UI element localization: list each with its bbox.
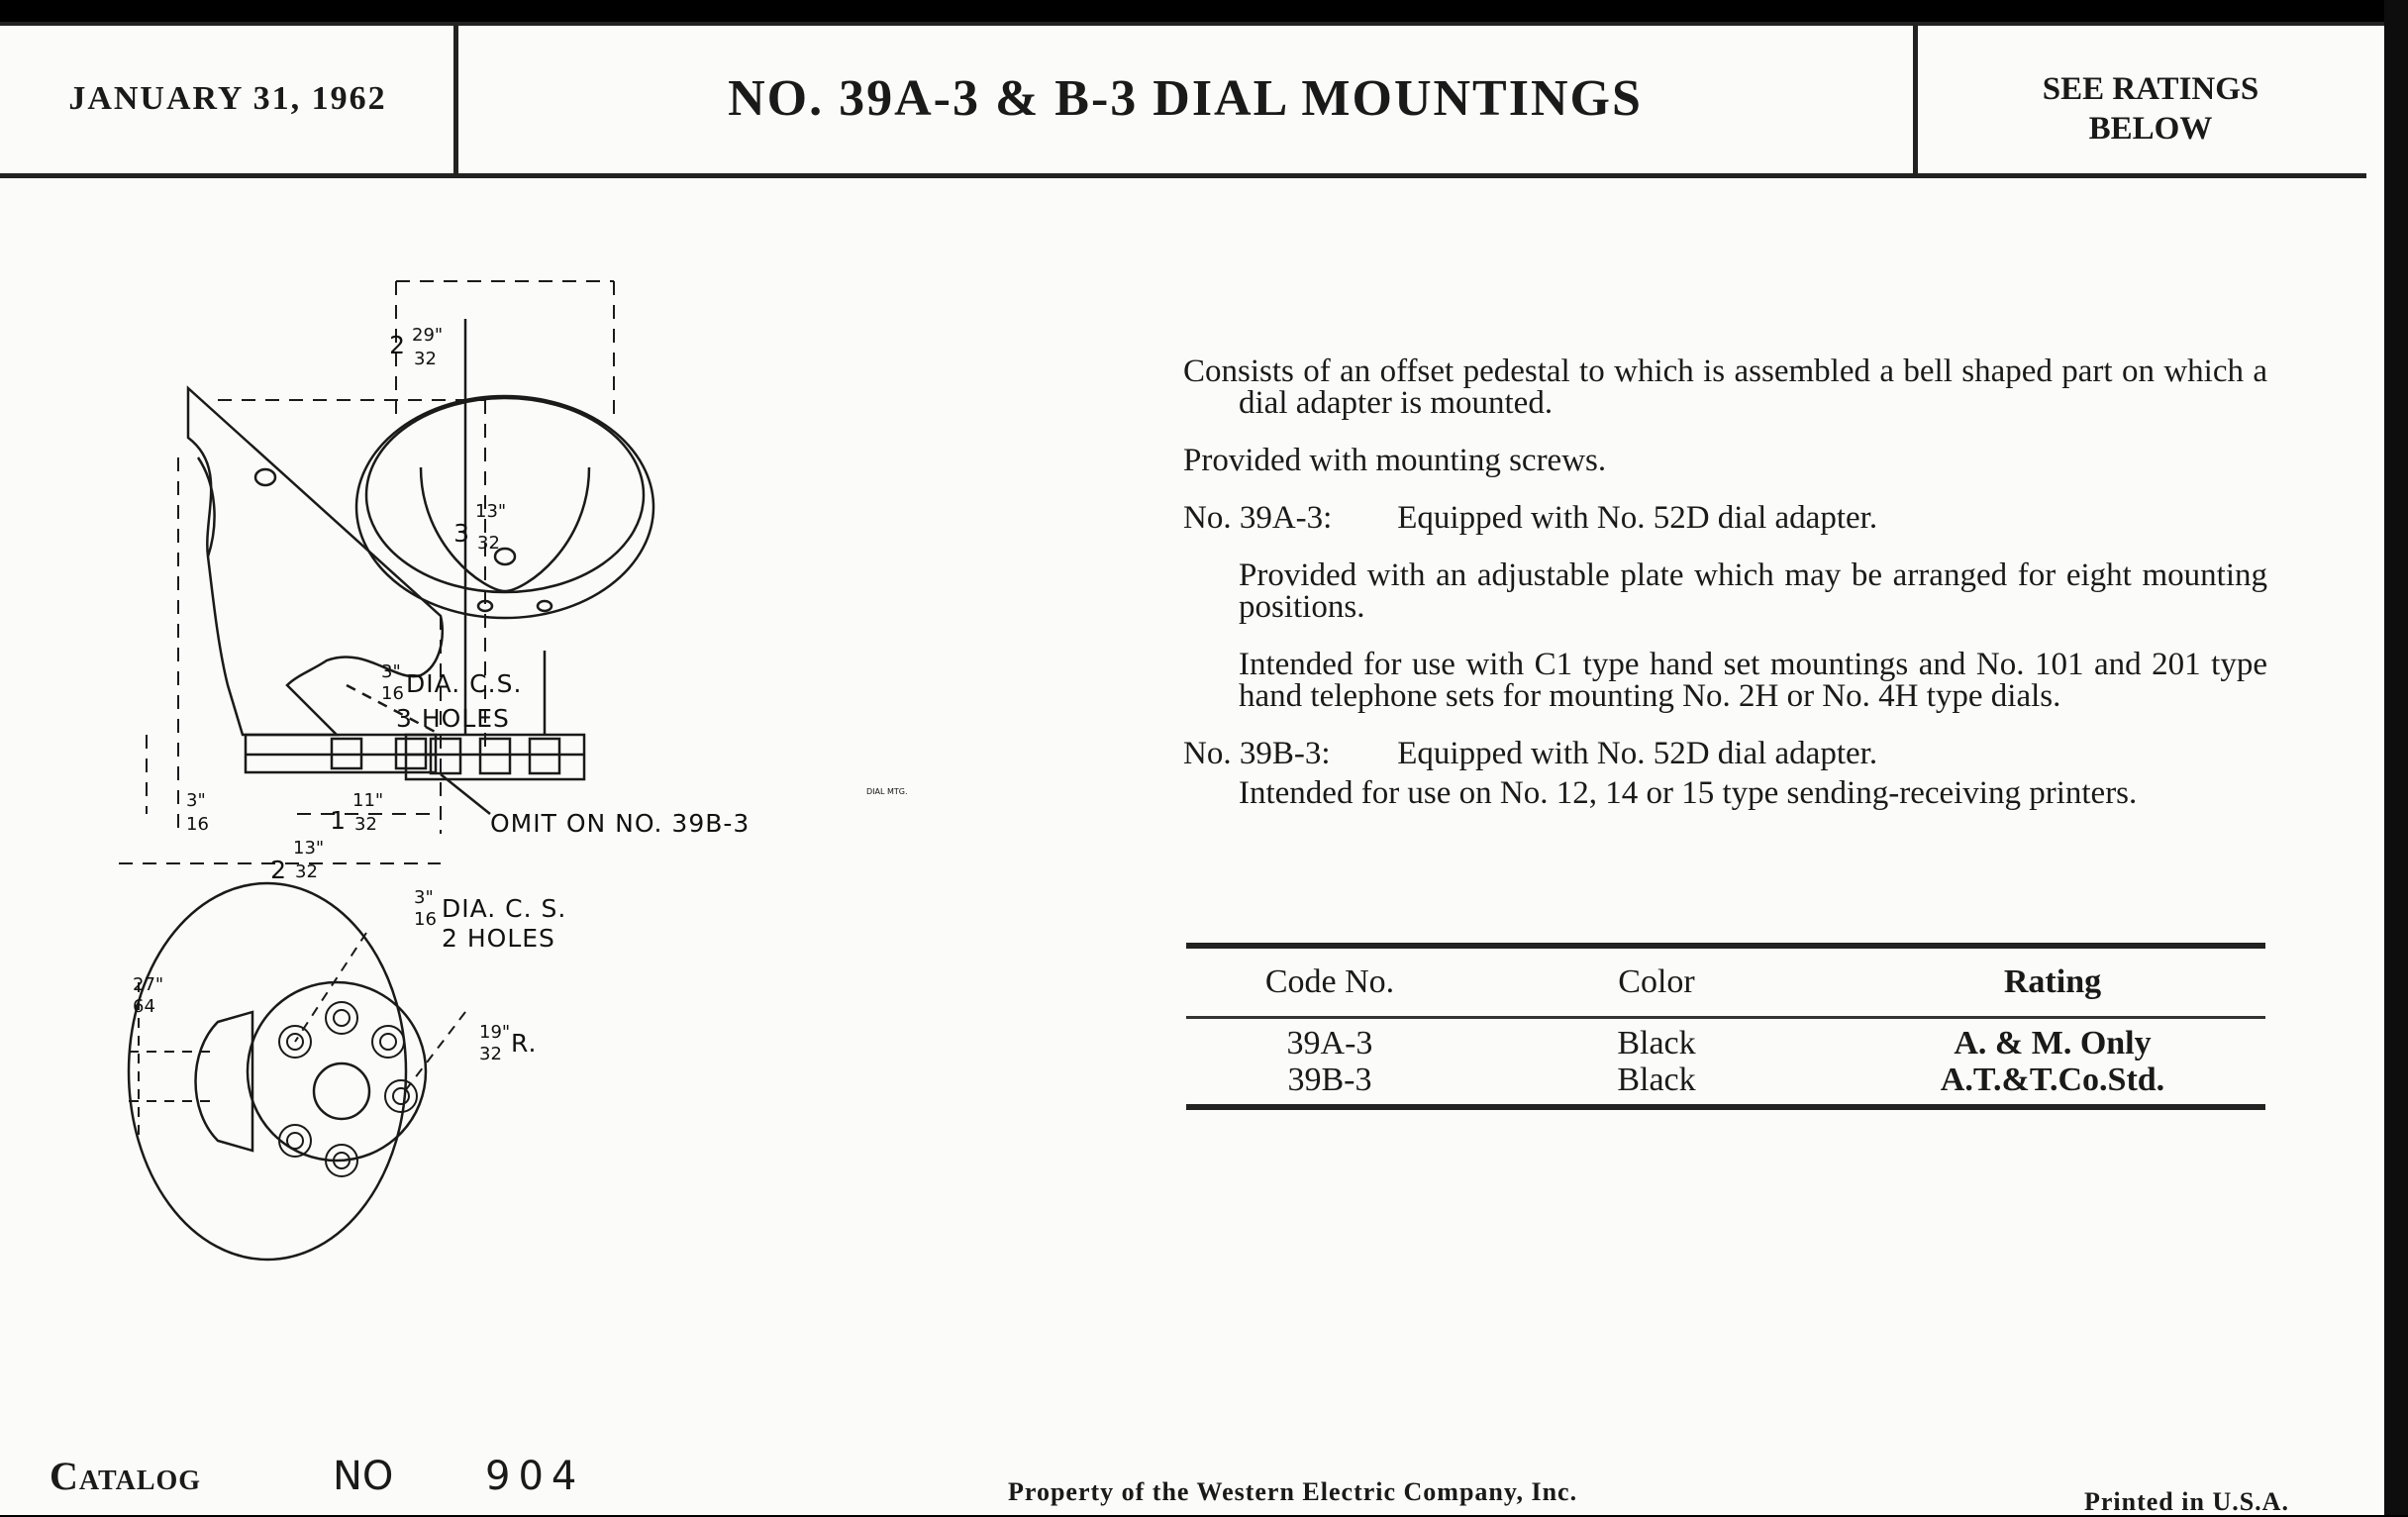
table-row (1186, 1062, 2265, 1098)
dim-height-den: 32 (477, 533, 500, 554)
desc-paragraph-4: Provided with an adjustable plate which may be arranged for eight mounting positions. (1239, 557, 2267, 625)
cs2-den: 16 (414, 909, 437, 930)
dim-top-den: 32 (414, 349, 437, 369)
page-title: NO. 39A-3 & B-3 DIAL MOUNTINGS (728, 70, 1643, 127)
cell-rating: A.T.&T.Co.Std. (1940, 1062, 2165, 1098)
header-ratings-note (1917, 69, 2384, 149)
footer-property: Property of the Western Electric Company, Inc. (1008, 1477, 1578, 1506)
cs3-num: 3" (381, 661, 401, 682)
cs3-holes: 3 HOLES (396, 704, 510, 733)
cell-color: Black (1617, 1062, 1696, 1098)
desc-paragraph-2: Provided with mounting screws. (1183, 443, 1607, 478)
scan-edge (2384, 0, 2408, 1515)
desc-paragraph-5: Intended for use with C1 type hand set mountings and No. 101 and 201 type hand telephone sets for mounting No. 2H or No. 4H type dials. (1239, 647, 2267, 714)
footer-no: NO (333, 1454, 394, 1499)
table-row (1186, 1025, 2265, 1062)
cs2-holes: 2 HOLES (442, 924, 555, 953)
header-date: JANUARY 31, 1962 (68, 79, 387, 117)
dim-top-num: 29" (412, 325, 444, 346)
dim-edge-den: 16 (186, 814, 209, 835)
cell-code: 39B-3 (1287, 1062, 1372, 1098)
desc-39b3-label: No. 39B-3: (1183, 736, 1331, 771)
dim-hole-num: 11" (352, 790, 384, 811)
dim-height-whole: 3 (453, 519, 470, 548)
desc-39a3 (1183, 502, 2267, 534)
dim-base-whole: 2 (270, 856, 287, 884)
ratings-table (1186, 943, 2265, 1110)
radius-den: 32 (479, 1044, 502, 1064)
table-header (1186, 949, 2265, 1016)
dim-top-whole: 2 (389, 331, 406, 359)
footer-catalog: Catalog (50, 1454, 202, 1498)
omit-label: OMIT ON NO. 39B-3 (490, 809, 751, 838)
footer-catalog-number: 904 (485, 1454, 585, 1499)
desc-39a3-text: Equipped with No. 52D dial adapter. (1397, 500, 1878, 536)
technical-drawing (99, 319, 908, 1309)
desc-39a3-label: No. 39A-3: (1183, 500, 1333, 536)
dim-height-num: 13" (475, 501, 507, 522)
col-rating: Rating (2003, 963, 2102, 1000)
description (1183, 355, 2267, 835)
cell-rating: A. & M. Only (1954, 1025, 2152, 1062)
desc-39b3 (1183, 738, 2267, 769)
cs3-den: 16 (381, 683, 404, 704)
cs2-num: 3" (414, 887, 434, 908)
side-den: 64 (133, 996, 155, 1017)
dim-hole-whole: 1 (330, 806, 347, 835)
cell-color: Black (1617, 1025, 1696, 1062)
catalog-card (0, 22, 2384, 1515)
small-label: DIAL MTG. (866, 787, 908, 796)
plan-view (129, 883, 406, 1260)
dim-base-den: 32 (295, 861, 318, 882)
desc-39b3-text: Equipped with No. 52D dial adapter. (1397, 736, 1878, 771)
cs3-label: DIA. C.S. (406, 669, 523, 698)
cs2-label: DIA. C. S. (442, 894, 567, 923)
col-color: Color (1618, 963, 1695, 1000)
ratings-note-line1: SEE RATINGS (2042, 71, 2259, 107)
cell-code: 39A-3 (1286, 1025, 1373, 1062)
radius-label: R. (511, 1029, 538, 1058)
col-code: Code No. (1264, 963, 1395, 1000)
side-num: 27" (133, 974, 164, 995)
dim-hole-den: 32 (354, 814, 377, 835)
dim-edge-num: 3" (186, 790, 206, 811)
desc-paragraph-7: Intended for use on No. 12, 14 or 15 type sending-receiving printers. (1239, 775, 2138, 811)
footer-printed: Printed in U.S.A. (2084, 1487, 2289, 1516)
table-bottom-rule (1186, 1104, 2265, 1110)
radius-num: 19" (479, 1022, 511, 1043)
dim-base-num: 13" (293, 838, 325, 859)
desc-paragraph-1: Consists of an offset pedestal to which is assembled a bell shaped part on which a dial adapter is mounted. (1183, 354, 2267, 421)
ratings-note-line2: BELOW (2088, 111, 2213, 147)
